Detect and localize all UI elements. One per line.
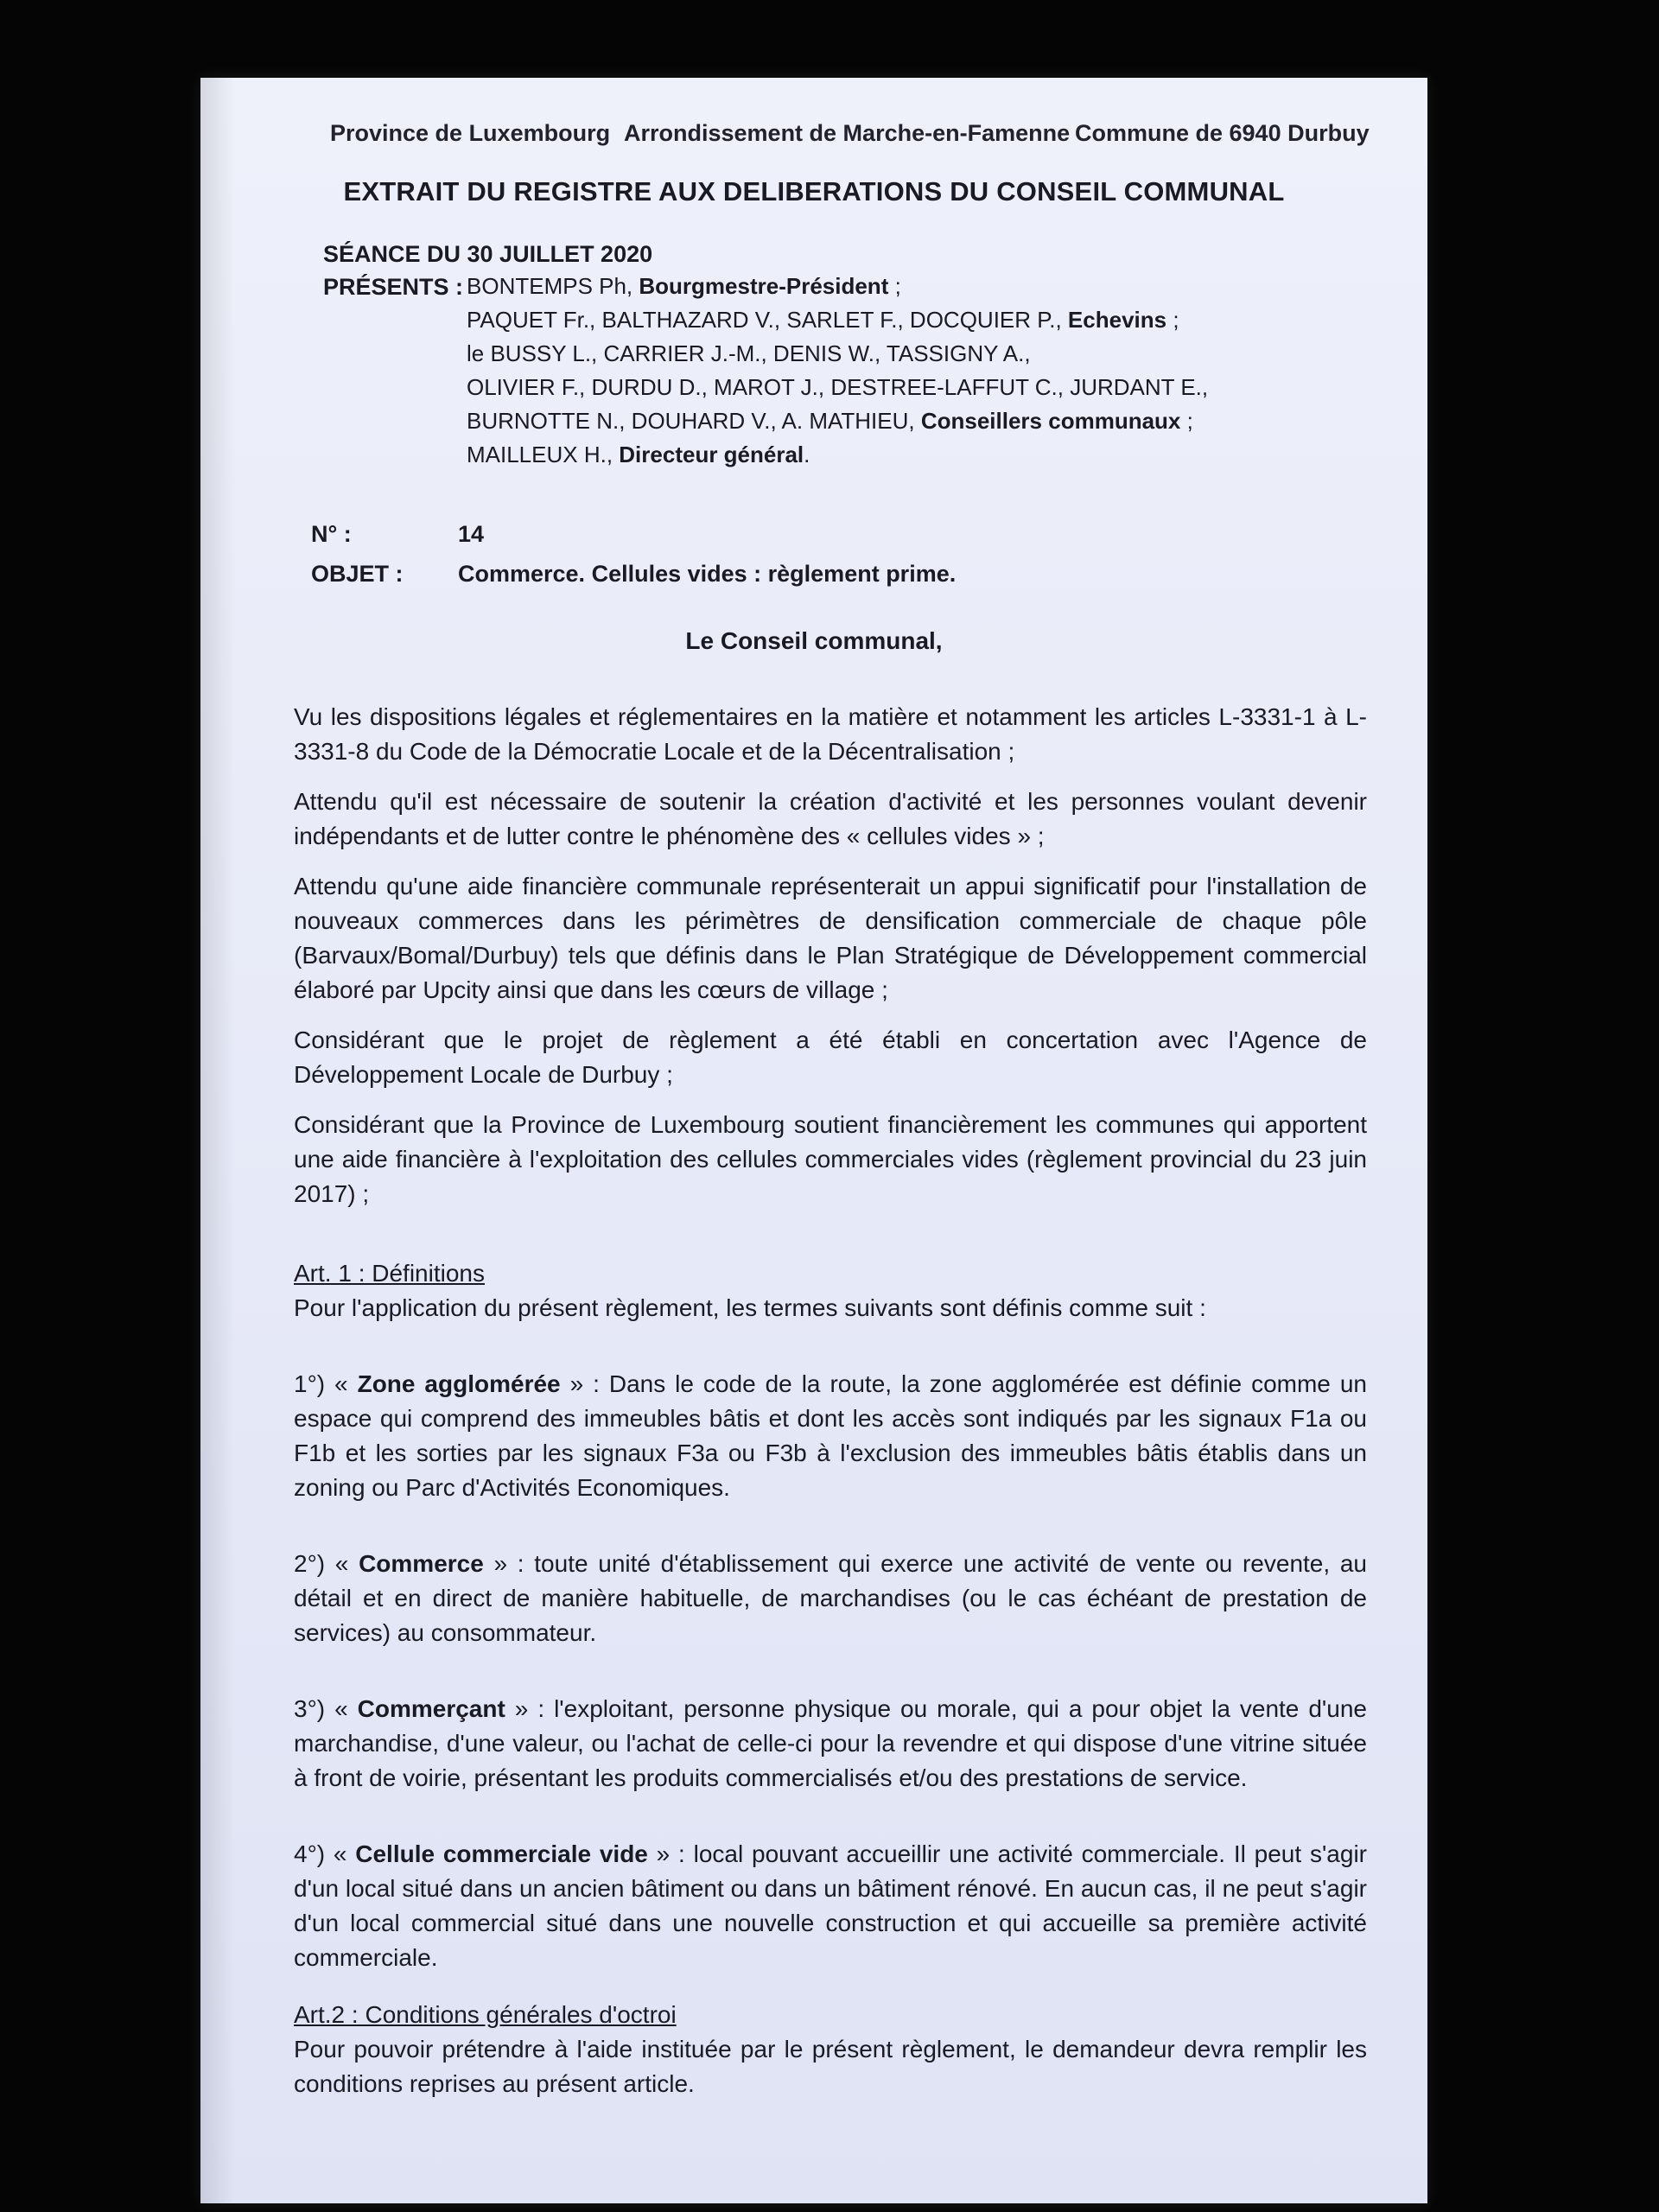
definition-prefix: 1°) « xyxy=(294,1370,358,1397)
definition-suffix: » : xyxy=(647,1840,694,1867)
director-role: Directeur général xyxy=(619,442,804,467)
province-label: Province de Luxembourg xyxy=(330,120,611,146)
number-label: N° : xyxy=(311,521,352,547)
session-date: SÉANCE DU 30 JUILLET 2020 xyxy=(323,241,653,267)
object-label: OBJET : xyxy=(311,561,404,587)
preamble-paragraph: Considérant que la Province de Luxembourg soutient financièrement les communes qui apportent une aide financière à l'exploitation des cellules commerciales vides (règlement provincial du 23 juin 2017) ; xyxy=(294,1111,1367,1207)
councillors-role: Conseillers communaux xyxy=(920,408,1181,434)
article-1-title: Art. 1 : Définitions xyxy=(294,1260,485,1287)
councillors-names: BURNOTTE N., DOUHARD V., A. MATHIEU, xyxy=(467,408,921,434)
attendee-line-councillors-3 xyxy=(467,404,1331,438)
definition-item xyxy=(294,1367,1367,1505)
definition-term: Zone agglomérée xyxy=(357,1370,561,1397)
aldermen-names: PAQUET Fr., BALTHAZARD V., SARLET F., DOCQUIER P., xyxy=(467,307,1068,333)
presents-label: PRÉSENTS : xyxy=(323,274,464,300)
document-header xyxy=(200,116,1427,150)
article-2-text: Pour pouvoir prétendre à l'aide instituée par le présent règlement, le demandeur devra remplir les conditions reprises au présent article. xyxy=(294,2036,1367,2097)
definition-term: Cellule commerciale vide xyxy=(355,1840,648,1867)
document-body xyxy=(294,700,1367,2117)
definition-prefix: 4°) « xyxy=(294,1840,356,1867)
attendee-line-aldermen xyxy=(467,303,1331,337)
definition-term: Commerçant xyxy=(357,1695,505,1722)
commune-label: Commune de 6940 Durbuy xyxy=(1075,120,1370,146)
attendee-line-mayor xyxy=(467,270,1331,303)
number-value: 14 xyxy=(458,521,485,547)
director-name: MAILLEUX H., xyxy=(467,442,620,467)
object-value: Commerce. Cellules vides : règlement prime. xyxy=(458,561,957,587)
definition-text: local pouvant accueillir une activité commerciale. Il peut s'agir d'un local situé dans un ancien bâtiment ou dans un bâtiment rénové. En aucun cas, il ne peut s'agir d'un local commercial situé dans une nouvelle construction et qui accueille sa première activité commerciale. xyxy=(294,1840,1367,1971)
definition-item xyxy=(294,1547,1367,1650)
document-title: EXTRAIT DU REGISTRE AUX DELIBERATIONS DU CONSEIL COMMUNAL xyxy=(343,176,1285,207)
definition-suffix: » : xyxy=(505,1695,555,1722)
attendee-line-councillors-1: le BUSSY L., CARRIER J.-M., DENIS W., TASSIGNY A., xyxy=(467,340,1031,366)
definition-text: toute unité d'établissement qui exerce une activité de vente ou revente, au détail et en direct de manière habituelle, de marchandises (ou le cas échéant de prestation de services) au consommateur. xyxy=(294,1550,1367,1646)
preamble-paragraph: Considérant que le projet de règlement a été établi en concertation avec l'Agence de Développement Locale de Durbuy ; xyxy=(294,1027,1367,1088)
arrondissement-label: Arrondissement de Marche-en-Famenne xyxy=(624,120,1071,146)
definition-item xyxy=(294,1837,1367,1975)
preamble-paragraph: Attendu qu'il est nécessaire de soutenir la création d'activité et les personnes voulant devenir indépendants et de lutter contre le phénomène des « cellules vides » ; xyxy=(294,788,1367,849)
definition-suffix: » : xyxy=(483,1550,535,1577)
aldermen-role: Echevins xyxy=(1067,307,1167,333)
attendee-line-director xyxy=(467,438,1331,472)
definition-prefix: 3°) « xyxy=(294,1695,358,1722)
document-screen xyxy=(200,78,1427,2203)
mayor-role: Bourgmestre-Président xyxy=(639,273,889,299)
line-end: ; xyxy=(888,273,901,299)
attendee-line-councillors-2: OLIVIER F., DURDU D., MAROT J., DESTREE-LAFFUT C., JURDANT E., xyxy=(467,374,1209,400)
line-end: ; xyxy=(1166,307,1179,333)
definition-term: Commerce xyxy=(359,1550,484,1577)
article-2-title: Art.2 : Conditions générales d'octroi xyxy=(294,2001,677,2028)
council-heading: Le Conseil communal, xyxy=(685,627,943,654)
line-end: ; xyxy=(1180,408,1193,434)
mayor-name: BONTEMPS Ph, xyxy=(467,273,639,299)
definition-suffix: » : xyxy=(560,1370,609,1397)
definition-item xyxy=(294,1692,1367,1796)
article-1-intro: Pour l'application du présent règlement, les termes suivants sont définis comme suit : xyxy=(294,1294,1206,1321)
definition-text: Dans le code de la route, la zone agglomérée est définie comme un espace qui comprend des immeubles bâtis et dont les accès sont indiqués par les signaux F1a ou F1b et les sorties par les signaux F3a ou F3b à l'exclusion des immeubles bâtis établis dans un zoning ou Parc d'Activités Economiques. xyxy=(294,1370,1367,1501)
attendees-list xyxy=(467,270,1331,472)
deliberation-document xyxy=(200,78,1427,2203)
definition-prefix: 2°) « xyxy=(294,1550,359,1577)
definition-text: l'exploitant, personne physique ou morale, qui a pour objet la vente d'une marchandise, d'une valeur, ou l'achat de celle-ci pour la revendre et qui dispose d'une vitrine située à front de voirie, présentant les produits commercialisés et/ou des prestations de service. xyxy=(294,1695,1367,1791)
preamble-paragraph: Attendu qu'une aide financière communale représenterait un appui significatif pour l'installation de nouveaux commerces dans les périmètres de densification commerciale de chaque pôle (Barvaux/Bomal/Durbuy) tels que définis dans le Plan Stratégique de Développement commercial élaboré par Upcity ainsi que dans les cœurs de village ; xyxy=(294,873,1367,1003)
preamble-paragraph: Vu les dispositions légales et réglementaires en la matière et notamment les articles L-3331-1 à L-3331-8 du Code de la Démocratie Locale et de la Décentralisation ; xyxy=(294,703,1367,765)
line-end: . xyxy=(804,442,810,467)
